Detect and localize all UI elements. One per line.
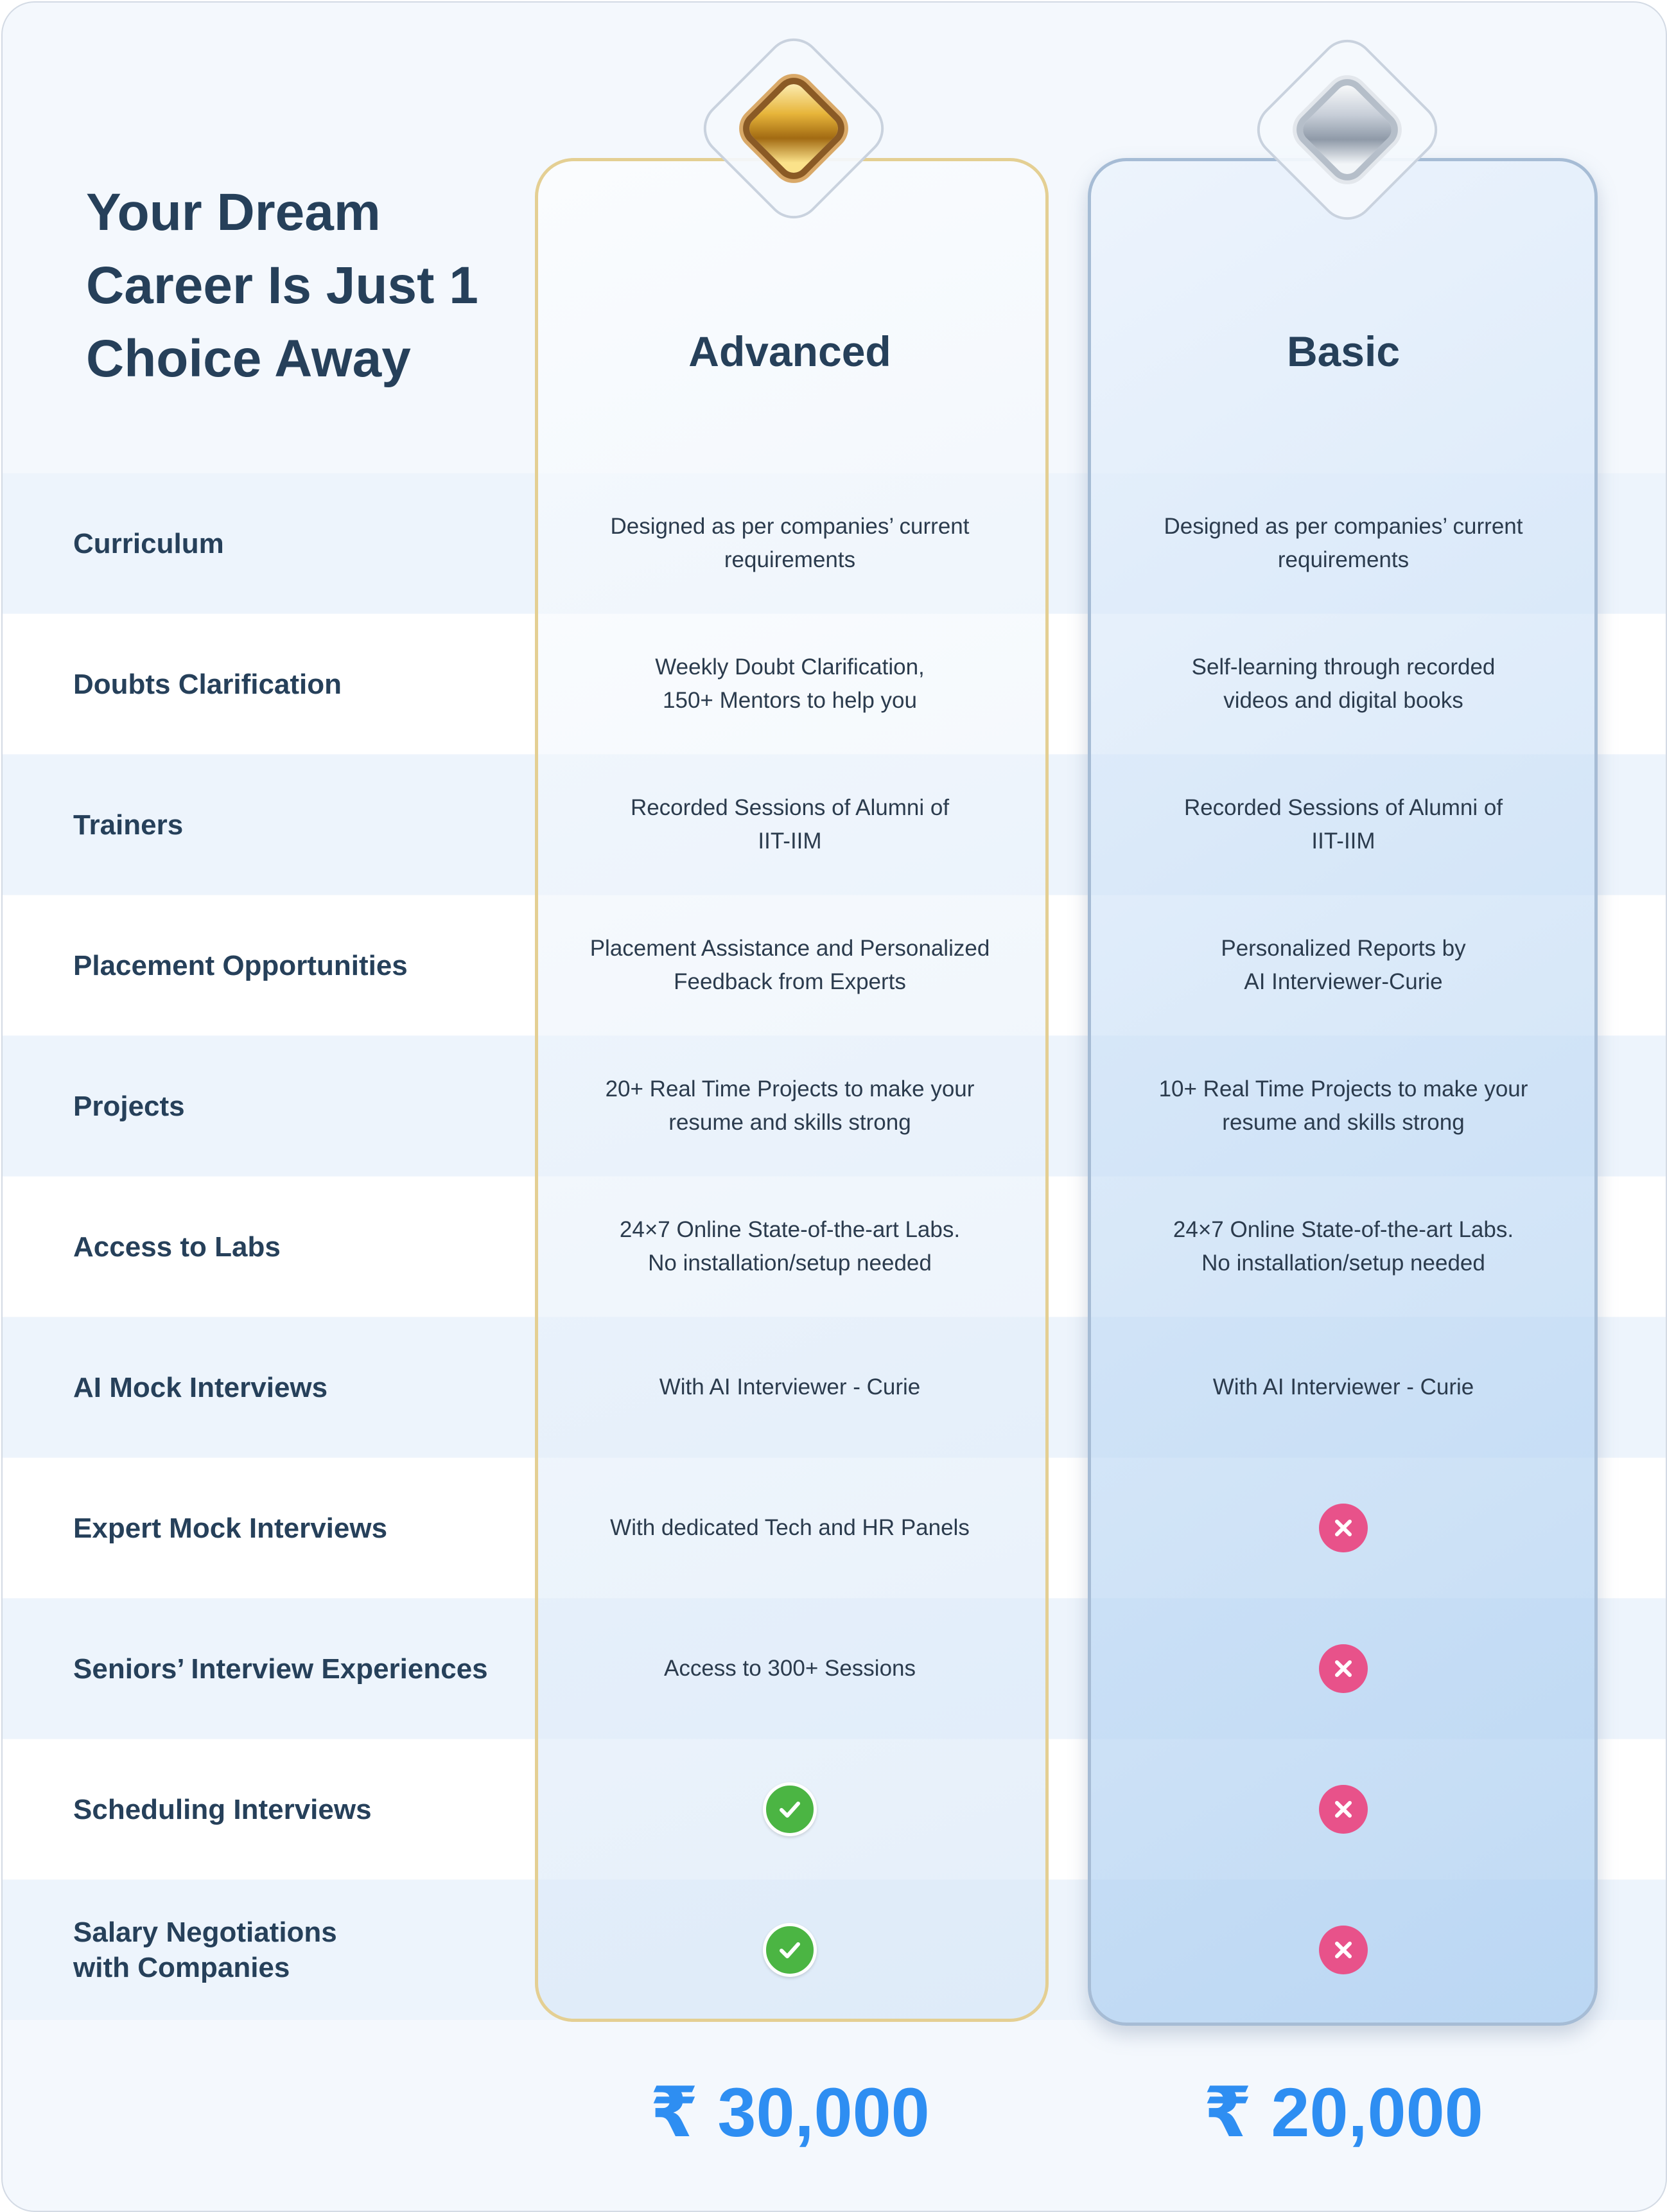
basic-cell xyxy=(1095,755,1591,895)
title-line: Your Dream xyxy=(86,183,381,241)
advanced-cell xyxy=(541,1036,1039,1176)
basic-cell-text: With AI Interviewer - Curie xyxy=(1212,1374,1474,1400)
plan-name-advanced: Advanced xyxy=(688,328,891,375)
feature-label-text: Doubts Clarification xyxy=(73,668,342,700)
basic-cell xyxy=(1095,1317,1591,1457)
feature-label-text: Seniors’ Interview Experiences xyxy=(73,1653,488,1685)
table-row-cells xyxy=(3,473,1667,614)
advanced-cell-text: Placement Assistance and Personalized Feedback from Experts xyxy=(589,935,990,994)
advanced-cell-text: Weekly Doubt Clarification, 150+ Mentors to help you xyxy=(655,654,925,713)
basic-cell xyxy=(1095,473,1591,613)
basic-cell-text: Personalized Reports by AI Interviewer-Curie xyxy=(1221,935,1466,994)
advanced-cell xyxy=(541,614,1039,754)
plan-comparison-card xyxy=(1,1,1667,2212)
feature-label-text: Curriculum xyxy=(73,527,224,559)
advanced-cell-text: 20+ Real Time Projects to make your resume and skills strong xyxy=(605,1076,975,1135)
table-row-cells xyxy=(3,755,1667,895)
basic-cell xyxy=(1095,1036,1591,1176)
advanced-cell xyxy=(541,1177,1039,1317)
basic-cell xyxy=(1095,614,1591,754)
feature-label-text: Scheduling Interviews xyxy=(73,1793,372,1825)
feature-label-text: Trainers xyxy=(73,809,184,841)
feature-label-text: Salary Negotiations with Companies xyxy=(73,1917,337,1983)
check-icon xyxy=(763,1782,817,1836)
advanced-cell-text: 24×7 Online State-of-the-art Labs. No installation/setup needed xyxy=(619,1216,961,1276)
price-advanced: ₹ 30,000 xyxy=(650,2073,930,2151)
table-row-cells xyxy=(3,1880,1667,2021)
feature-label-text: Projects xyxy=(73,1090,185,1122)
basic-cell-text: 10+ Real Time Projects to make your resume and skills strong xyxy=(1158,1076,1528,1135)
x-icon xyxy=(1319,1785,1368,1834)
feature-label-text: Expert Mock Interviews xyxy=(73,1512,388,1544)
basic-cell-text: 24×7 Online State-of-the-art Labs. No installation/setup needed xyxy=(1173,1216,1514,1276)
table-row-cells xyxy=(3,614,1667,755)
basic-cell xyxy=(1095,1458,1591,1598)
x-icon xyxy=(1319,1504,1368,1552)
advanced-cell-text: Access to 300+ Sessions xyxy=(663,1655,916,1681)
advanced-cell xyxy=(541,755,1039,895)
table-row-cells xyxy=(3,1739,1667,1880)
advanced-cell xyxy=(541,1599,1039,1739)
basic-cell-text: Designed as per companies’ current requirements xyxy=(1164,513,1523,572)
x-icon xyxy=(1319,1644,1368,1693)
advanced-cell xyxy=(541,1458,1039,1598)
price-basic: ₹ 20,000 xyxy=(1203,2073,1483,2151)
basic-cell-text: Recorded Sessions of Alumni of IIT-IIM xyxy=(1183,794,1503,854)
check-icon xyxy=(763,1923,817,1977)
table-row-cells xyxy=(3,1599,1667,1739)
basic-cell-text: Self-learning through recorded videos and digital books xyxy=(1191,654,1496,713)
advanced-cell-text: With AI Interviewer - Curie xyxy=(659,1374,921,1400)
basic-cell xyxy=(1095,1177,1591,1317)
feature-label-text: AI Mock Interviews xyxy=(73,1371,328,1403)
basic-cell xyxy=(1095,1739,1591,1879)
table-row-cells xyxy=(3,895,1667,1036)
basic-cell xyxy=(1095,895,1591,1035)
advanced-cell xyxy=(541,1739,1039,1879)
feature-label-text: Access to Labs xyxy=(73,1231,281,1263)
title-line: Choice Away xyxy=(86,329,411,388)
advanced-cell-text: Recorded Sessions of Alumni of IIT-IIM xyxy=(630,794,950,854)
advanced-cell-text: Designed as per companies’ current requirements xyxy=(610,513,970,572)
advanced-cell xyxy=(541,473,1039,613)
advanced-cell-text: With dedicated Tech and HR Panels xyxy=(610,1514,970,1540)
basic-cell xyxy=(1095,1880,1591,2020)
title-line: Career Is Just 1 xyxy=(86,256,478,315)
advanced-cell xyxy=(541,895,1039,1035)
table-row-cells xyxy=(3,1177,1667,1317)
table-row-cells xyxy=(3,1317,1667,1458)
table-row-cells xyxy=(3,1458,1667,1599)
feature-label-text: Placement Opportunities xyxy=(73,949,408,981)
advanced-cell xyxy=(541,1880,1039,2020)
table-row-cells xyxy=(3,1036,1667,1177)
advanced-cell xyxy=(541,1317,1039,1457)
x-icon xyxy=(1319,1926,1368,1974)
basic-cell xyxy=(1095,1599,1591,1739)
page-title xyxy=(86,176,478,396)
plan-name-basic: Basic xyxy=(1286,328,1401,375)
